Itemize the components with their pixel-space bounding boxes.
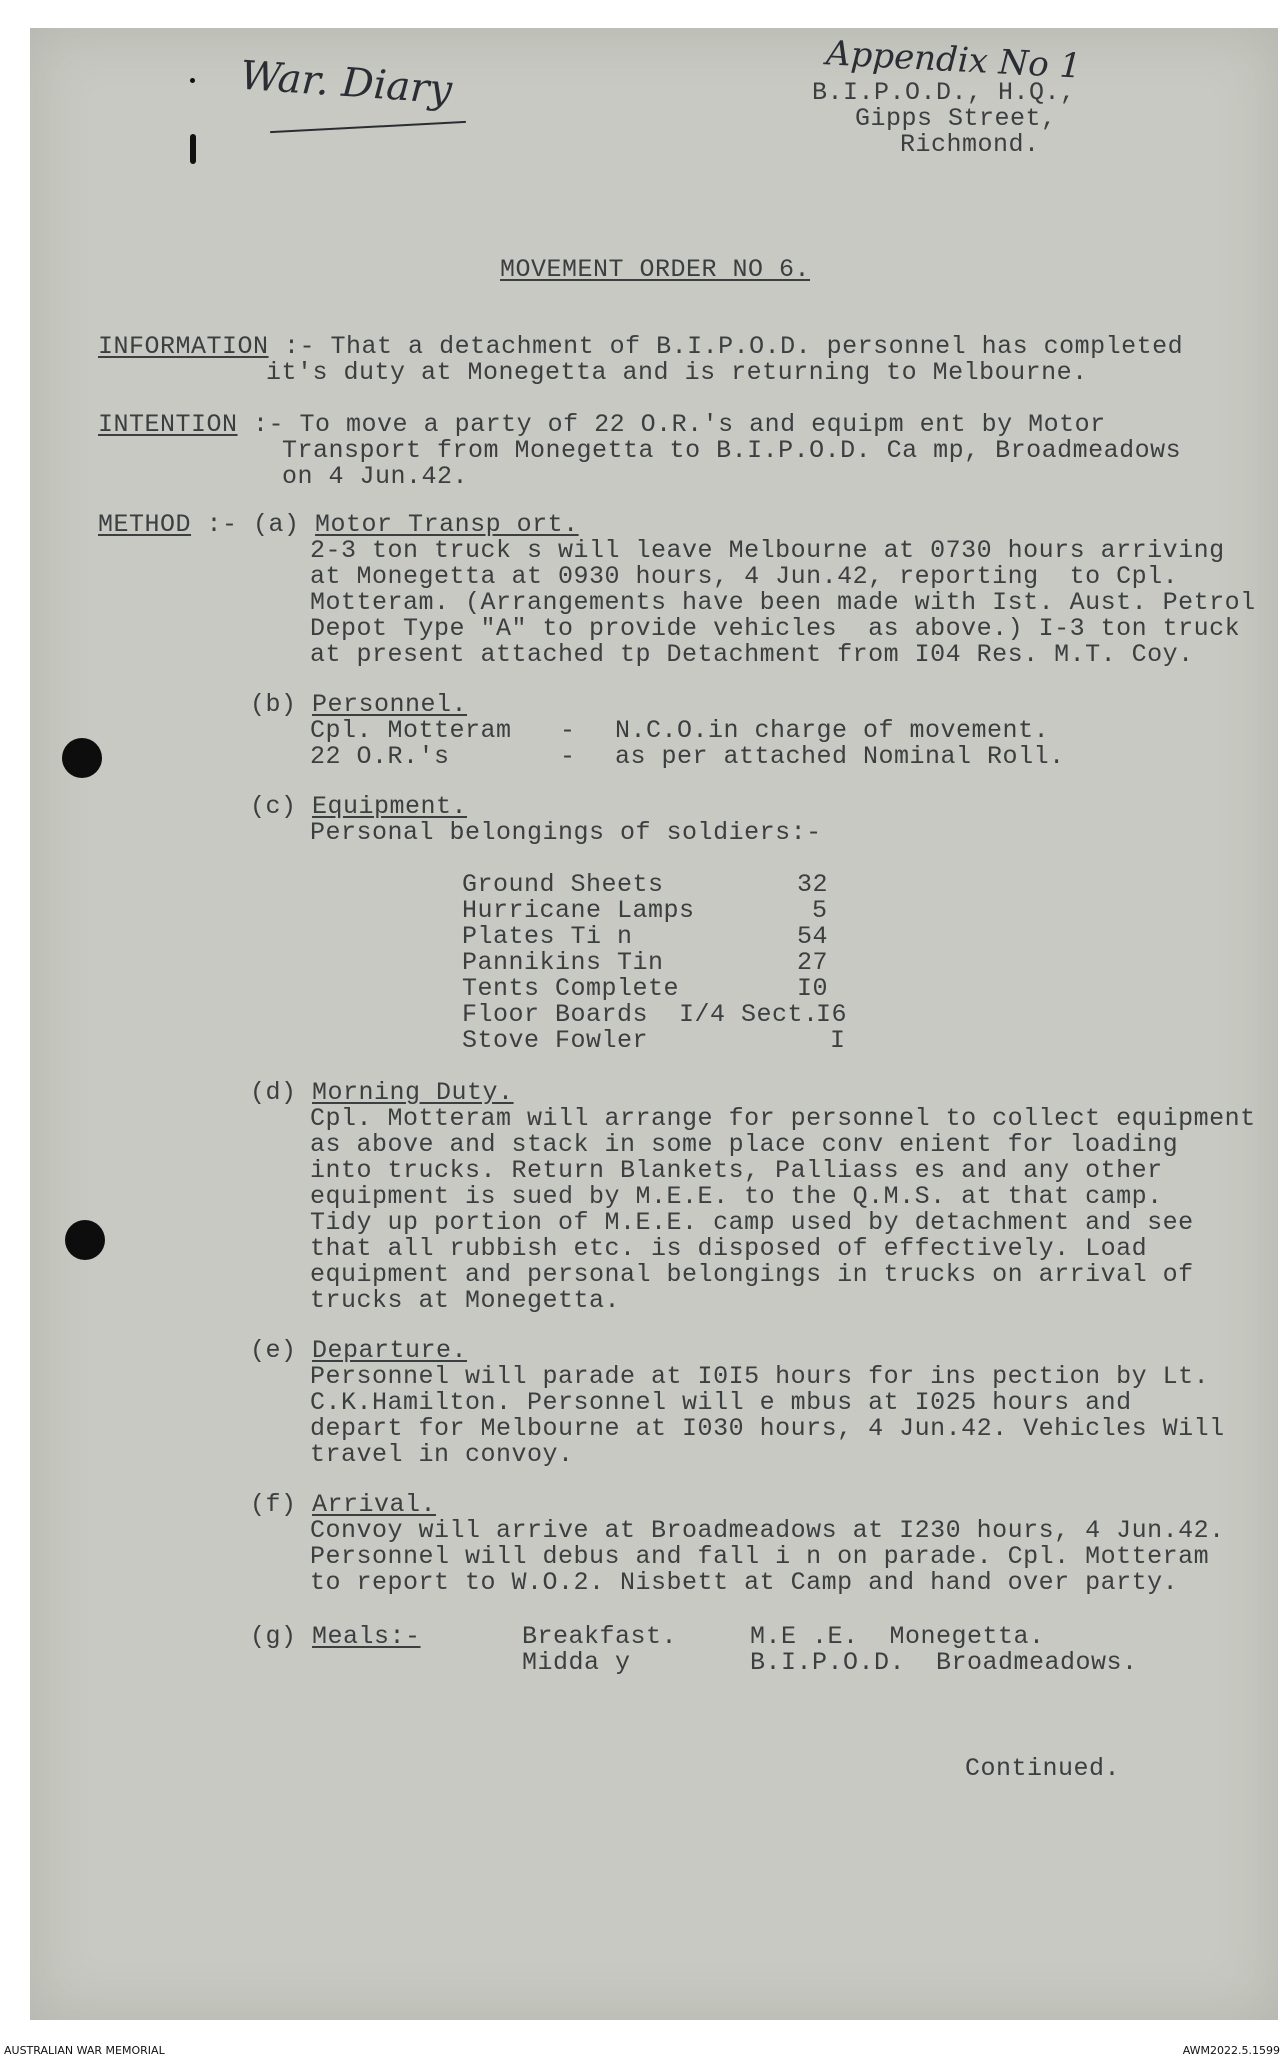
item-f-line: Personnel will debus and fall i n on parade. Cpl. Motteram: [310, 1542, 1210, 1571]
item-d-line: as above and stack in some place conv enient for loading: [310, 1130, 1179, 1159]
item-a-line: Depot Type "A" to provide vehicles as above.) I-3 ton truck: [310, 614, 1241, 643]
item-b-heading: Personnel.: [312, 690, 468, 719]
information-label: INFORMATION: [98, 332, 269, 361]
continued-note: Continued.: [965, 1754, 1121, 1783]
equipment-name: Floor Boards I/4 Sect.: [462, 1000, 819, 1029]
meal-place: M.E .E. Monegetta.: [750, 1622, 1045, 1651]
item-c: [250, 794, 467, 820]
page-title: MOVEMENT ORDER NO 6.: [500, 255, 811, 284]
item-g: [250, 1624, 421, 1650]
intention-line-3: on 4 Jun.42.: [282, 462, 469, 491]
equipment-name: Hurricane Lamps: [462, 896, 695, 925]
item-g-heading: Meals:-: [312, 1622, 421, 1651]
item-a-line: Motteram. (Arrangements have been made with Ist. Aust. Petrol: [310, 588, 1256, 617]
punch-hole-bottom: [65, 1220, 105, 1260]
item-g-key: (g): [250, 1622, 313, 1651]
equipment-qty: 27: [797, 948, 829, 977]
information-section: [98, 334, 1183, 360]
personnel-who: 22 O.R.'s: [310, 742, 450, 771]
equipment-name: Stove Fowler: [462, 1026, 649, 1055]
item-d-line: Cpl. Motteram will arrange for personnel to collect equipment: [310, 1104, 1256, 1133]
ink-mark: [190, 134, 196, 164]
equipment-qty: 54: [797, 922, 829, 951]
item-e-line: C.K.Hamilton. Personnel will e mbus at I025 hours and: [310, 1388, 1132, 1417]
equipment-name: Tents Complete: [462, 974, 680, 1003]
item-e-line: depart for Melbourne at I030 hours, 4 Jun.42. Vehicles Will: [310, 1414, 1225, 1443]
item-b-key: (b): [250, 690, 313, 719]
personnel-dash: -: [560, 716, 576, 745]
address-line-3: Richmond.: [900, 130, 1040, 159]
address-line-1: B.I.P.O.D., H.Q.,: [812, 78, 1076, 107]
equipment-qty: I0: [797, 974, 829, 1003]
item-d-line: that all rubbish etc. is disposed of effectively. Load: [310, 1234, 1148, 1263]
item-e-heading: Departure.: [312, 1336, 468, 1365]
footer-source: AUSTRALIAN WAR MEMORIAL: [4, 2044, 165, 2057]
ink-dot: [190, 78, 195, 83]
item-d-line: equipment is sued by M.E.E. to the Q.M.S. at that camp.: [310, 1182, 1163, 1211]
meal-name: Midda y: [522, 1648, 631, 1677]
equipment-qty: I: [830, 1026, 846, 1055]
intention-line-1: To move a party of 22 O.R.'s and equipm ent by Motor: [299, 410, 1106, 439]
intention-section: [98, 412, 1106, 438]
item-d-line: equipment and personal belongings in trucks on arrival of: [310, 1260, 1194, 1289]
address-line-2: Gipps Street,: [855, 104, 1057, 133]
punch-hole-top: [62, 738, 102, 778]
item-c-heading: Equipment.: [312, 792, 468, 821]
item-d-line: into trucks. Return Blankets, Palliass es and any other: [310, 1156, 1163, 1185]
equipment-intro: Personal belongings of soldiers:-: [310, 818, 822, 847]
meal-name: Breakfast.: [522, 1622, 678, 1651]
item-e-key: (e): [250, 1336, 313, 1365]
item-b: [250, 692, 467, 718]
item-f-heading: Arrival.: [312, 1490, 437, 1519]
item-a-line: at present attached tp Detachment from I04 Res. M.T. Coy.: [310, 640, 1194, 669]
item-f: [250, 1492, 436, 1518]
personnel-what: as per attached Nominal Roll.: [615, 742, 1065, 771]
meal-place: B.I.P.O.D. Broadmeadows.: [750, 1648, 1138, 1677]
equipment-qty: I6: [816, 1000, 848, 1029]
item-d: [250, 1080, 514, 1106]
equipment-qty: 5: [812, 896, 828, 925]
handwritten-appendix-note: Appendix No 1: [825, 33, 1083, 87]
intention-sep: :-: [237, 410, 300, 439]
item-e: [250, 1338, 467, 1364]
item-d-key: (d): [250, 1078, 313, 1107]
personnel-dash: -: [560, 742, 576, 771]
personnel-what: N.C.O.in charge of movement.: [615, 716, 1050, 745]
item-c-key: (c): [250, 792, 313, 821]
method-label: METHOD: [98, 510, 192, 539]
item-f-line: Convoy will arrive at Broadmeadows at I230 hours, 4 Jun.42.: [310, 1516, 1225, 1545]
item-e-line: travel in convoy.: [310, 1440, 574, 1469]
item-d-line: Tidy up portion of M.E.E. camp used by detachment and see: [310, 1208, 1194, 1237]
personnel-who: Cpl. Motteram: [310, 716, 512, 745]
item-a-line: at Monegetta at 0930 hours, 4 Jun.42, reporting to Cpl.: [310, 562, 1179, 591]
method-section: [98, 512, 579, 538]
information-sep: :-: [268, 332, 331, 361]
intention-line-2: Transport from Monegetta to B.I.P.O.D. Ca mp, Broadmeadows: [282, 436, 1182, 465]
item-f-line: to report to W.O.2. Nisbett at Camp and hand over party.: [310, 1568, 1179, 1597]
item-d-heading: Morning Duty.: [312, 1078, 514, 1107]
item-f-key: (f): [250, 1490, 313, 1519]
item-a-key: (a): [253, 510, 316, 539]
equipment-qty: 32: [797, 870, 829, 899]
equipment-name: Ground Sheets: [462, 870, 664, 899]
handwritten-war-diary: War. Diary: [238, 52, 454, 114]
information-line-2: it's duty at Monegetta and is returning to Melbourne.: [266, 358, 1088, 387]
intention-label: INTENTION: [98, 410, 238, 439]
footer-catalogue-id: AWM2022.5.1599: [1182, 2044, 1280, 2057]
item-e-line: Personnel will parade at I0I5 hours for ins pection by Lt.: [310, 1362, 1210, 1391]
item-a-heading: Motor Transp ort.: [315, 510, 579, 539]
information-line-1: That a detachment of B.I.P.O.D. personnel has completed: [330, 332, 1184, 361]
item-a-line: 2-3 ton truck s will leave Melbourne at 0730 hours arriving: [310, 536, 1225, 565]
item-d-line: trucks at Monegetta.: [310, 1286, 621, 1315]
method-sep: :-: [191, 510, 254, 539]
equipment-name: Pannikins Tin: [462, 948, 664, 977]
equipment-name: Plates Ti n: [462, 922, 633, 951]
